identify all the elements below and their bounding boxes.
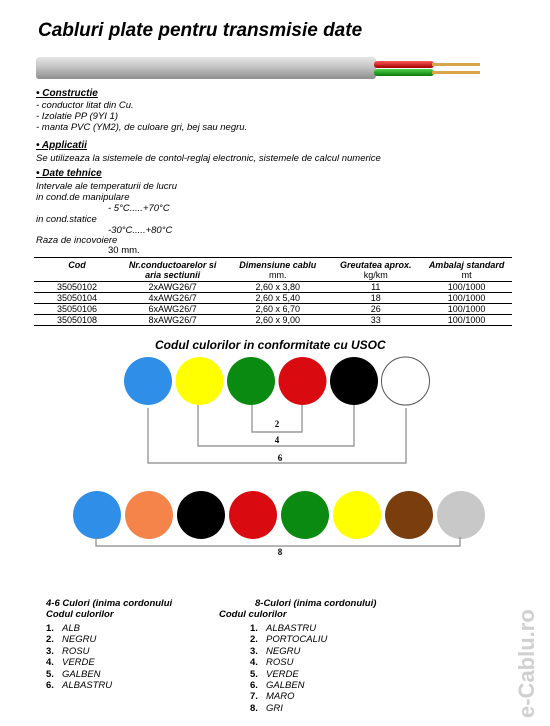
usoc-row1-color-circle	[124, 357, 172, 405]
legend-item-name: GALBEN	[266, 680, 305, 692]
copper-conductor-1	[432, 63, 480, 66]
legend-8-subtitle: Codul culorilor	[219, 609, 287, 620]
table-row	[34, 304, 512, 315]
table-cell: 18	[330, 293, 421, 304]
bracket-label-8: 8	[277, 547, 283, 557]
legend-item	[250, 680, 376, 691]
legend-item-number: 2.	[250, 634, 258, 646]
legend-item-number: 1.	[46, 623, 54, 634]
usoc-color-diagram	[0, 350, 550, 570]
legend-item	[46, 669, 172, 680]
usoc-row2-color-circle	[229, 491, 277, 539]
usoc-row1-color-circle	[382, 357, 430, 405]
legend-item	[250, 669, 376, 680]
green-wire	[374, 69, 434, 76]
legend-item-name: NEGRU	[62, 634, 97, 646]
flat-cable-illustration	[36, 54, 486, 84]
legend-item-number: 6.	[250, 680, 258, 692]
legend-item-name: PORTOCALIU	[266, 634, 328, 646]
construction-line: - Izolatie PP (9YI 1)	[36, 111, 119, 122]
table-cell: 100/1000	[421, 293, 512, 304]
legend-item	[46, 657, 172, 668]
legend-item-name: VERDE	[266, 668, 299, 680]
page-title: Cabluri plate pentru transmisie date	[38, 20, 363, 41]
legend-item-number: 7.	[250, 691, 258, 703]
technical-line: Raza de incovoiere	[36, 235, 118, 246]
usoc-row1-color-circle	[330, 357, 378, 405]
usoc-row2-color-circle	[281, 491, 329, 539]
table-header-row	[34, 258, 512, 282]
column-header: Ambalaj standard mt	[428, 260, 505, 280]
legend-item-number: 1.	[250, 623, 258, 634]
table-cell: 2,60 x 3,80	[225, 282, 330, 293]
legend-item-number: 5.	[46, 668, 54, 680]
technical-value: 30 mm.	[108, 245, 140, 256]
table-cell: 11	[330, 282, 421, 293]
table-cell: 4xAWG26/7	[120, 293, 225, 304]
applications-line: Se utilizeaza la sistemele de contol-reglaj electronic, sistemele de calcul numerice	[36, 153, 381, 164]
legend-item-name: VERDE	[62, 657, 95, 669]
technical-value: -30°C.....+80°C	[108, 225, 173, 236]
legend-6-colors	[46, 598, 172, 691]
usoc-row1-color-circle	[176, 357, 224, 405]
legend-item	[46, 623, 172, 634]
legend-item-name: ROSU	[266, 657, 294, 669]
legend-item-number: 4.	[46, 657, 54, 669]
copper-conductor-2	[432, 71, 480, 74]
legend-item	[46, 634, 172, 645]
table-cell: 33	[330, 315, 421, 326]
table-cell: 35050108	[34, 315, 120, 326]
legend-item-name: GALBEN	[62, 668, 101, 680]
table-cell: 2,60 x 5,40	[225, 293, 330, 304]
table-cell: 6xAWG26/7	[120, 304, 225, 315]
table-row	[34, 293, 512, 304]
usoc-row1-color-circle	[279, 357, 327, 405]
legend-item	[250, 634, 376, 645]
technical-line: Intervale ale temperaturii de lucru	[36, 181, 177, 192]
legend-6-title: 4-6 Culori (inima cordonului	[46, 598, 173, 609]
table-cell: 2xAWG26/7	[120, 282, 225, 293]
construction-line: - conductor litat din Cu.	[36, 100, 134, 111]
legend-item-number: 3.	[46, 645, 54, 657]
table-cell: 100/1000	[421, 315, 512, 326]
table-cell: 35050104	[34, 293, 120, 304]
legend-item	[46, 646, 172, 657]
usoc-title: Codul culorilor in conformitate cu USOC	[155, 338, 386, 352]
legend-item	[250, 623, 376, 634]
svg-text:e-Cablu.ro: e-Cablu.ro	[514, 609, 539, 718]
table-cell: 100/1000	[421, 304, 512, 315]
usoc-row2-color-circle	[385, 491, 433, 539]
table-cell: 2,60 x 9,00	[225, 315, 330, 326]
usoc-row2-color-circle	[73, 491, 121, 539]
legend-item-number: 8.	[250, 702, 258, 714]
spec-table	[34, 257, 512, 326]
technical-value: - 5°C.....+70°C	[108, 203, 170, 214]
legend-item	[46, 680, 172, 691]
technical-line: in cond.de manipulare	[36, 192, 130, 203]
construction-line: - manta PVC (YM2), de culoare gri, bej sau negru.	[36, 122, 248, 133]
legend-item-number: 6.	[46, 680, 54, 692]
legend-8-title: 8-Culori (inima cordonului)	[255, 598, 377, 609]
usoc-row2-color-circle	[437, 491, 485, 539]
column-header: Cod	[68, 260, 86, 270]
table-row	[34, 282, 512, 293]
legend-item-name: NEGRU	[266, 645, 301, 657]
table-cell: 35050106	[34, 304, 120, 315]
legend-item-number: 3.	[250, 645, 258, 657]
site-watermark	[512, 568, 542, 718]
legend-item	[250, 691, 376, 702]
legend-item-number: 5.	[250, 668, 258, 680]
cable-jacket	[36, 57, 376, 79]
construction-list	[36, 100, 247, 133]
legend-item-name: ALB	[62, 623, 80, 634]
legend-item-name: GRI	[266, 702, 283, 714]
table-cell: 8xAWG26/7	[120, 315, 225, 326]
legend-item-number: 4.	[250, 657, 258, 669]
legend-item-number: 2.	[46, 634, 54, 646]
table-row	[34, 315, 512, 326]
legend-item	[250, 703, 376, 714]
red-wire	[374, 61, 434, 68]
table-cell: 2,60 x 6,70	[225, 304, 330, 315]
column-header: Dimensiune cablu mm.	[239, 260, 317, 280]
bracket-label-6: 6	[277, 453, 283, 463]
legend-item	[250, 646, 376, 657]
usoc-row1-color-circle	[227, 357, 275, 405]
legend-6-subtitle: Codul culorilor	[46, 609, 114, 620]
technical-heading: • Date tehnice	[36, 168, 102, 179]
technical-line: in cond.statice	[36, 214, 97, 225]
legend-8-colors	[219, 598, 377, 714]
table-cell: 26	[330, 304, 421, 315]
legend-item	[250, 657, 376, 668]
usoc-row2-color-circle	[125, 491, 173, 539]
column-header: Greutatea aprox. kg/km	[339, 260, 412, 280]
bracket-label-2: 2	[274, 419, 280, 429]
applications-heading: • Applicatii	[36, 140, 87, 151]
construction-heading: • Constructie	[36, 88, 98, 99]
legend-item-name: ALBASTRU	[266, 623, 317, 634]
legend-item-name: MARO	[266, 691, 295, 703]
usoc-row2-color-circle	[177, 491, 225, 539]
usoc-row2-color-circle	[333, 491, 381, 539]
legend-item-name: ROSU	[62, 645, 90, 657]
table-cell: 100/1000	[421, 282, 512, 293]
bracket-label-4: 4	[274, 435, 280, 445]
table-cell: 35050102	[34, 282, 120, 293]
legend-item-name: ALBASTRU	[62, 680, 113, 692]
column-header: Nr.conductoarelor si aria sectiunii	[128, 260, 217, 280]
